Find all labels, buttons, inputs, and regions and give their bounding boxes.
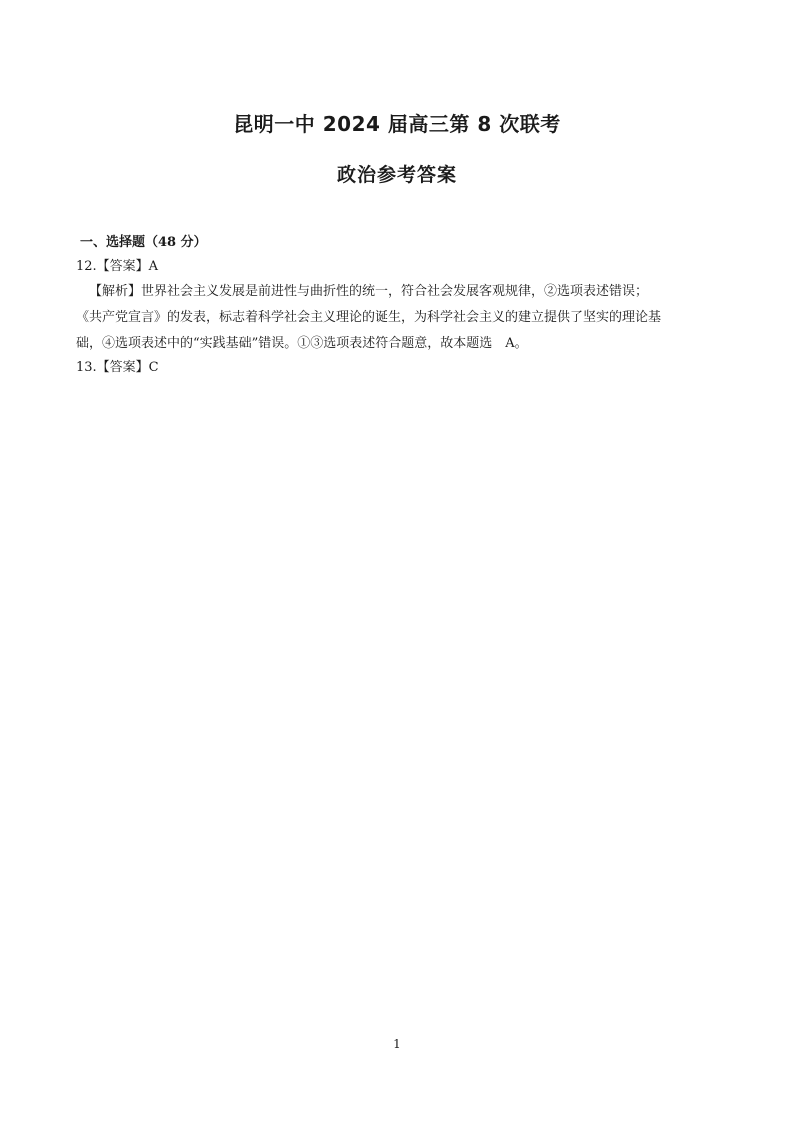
page-subtitle: 政治参考答案 bbox=[336, 164, 457, 186]
analysis-12 bbox=[76, 279, 716, 357]
analysis-12-line-1: 【解析】世界社会主义发展是前进性与曲折性的统一，符合社会发展客观规律，②选项表述错误； bbox=[89, 284, 649, 299]
section-heading: 一、选择题（48 分） bbox=[80, 235, 207, 250]
answer-12: 12.【答案】A bbox=[76, 259, 159, 274]
analysis-12-line-2: 《共产党宣言》的发表，标志着科学社会主义理论的诞生，为科学社会主义的建立提供了坚实的理论基 bbox=[76, 310, 662, 325]
analysis-12-line-3: 础，④选项表述中的“实践基础”错误。①③选项表述符合题意，故本题选 A。 bbox=[76, 336, 528, 351]
page-number: 1 bbox=[393, 1037, 401, 1051]
page-title: 昆明一中 2024 届高三第 8 次联考 bbox=[233, 112, 561, 136]
answer-13: 13.【答案】C bbox=[76, 360, 159, 375]
